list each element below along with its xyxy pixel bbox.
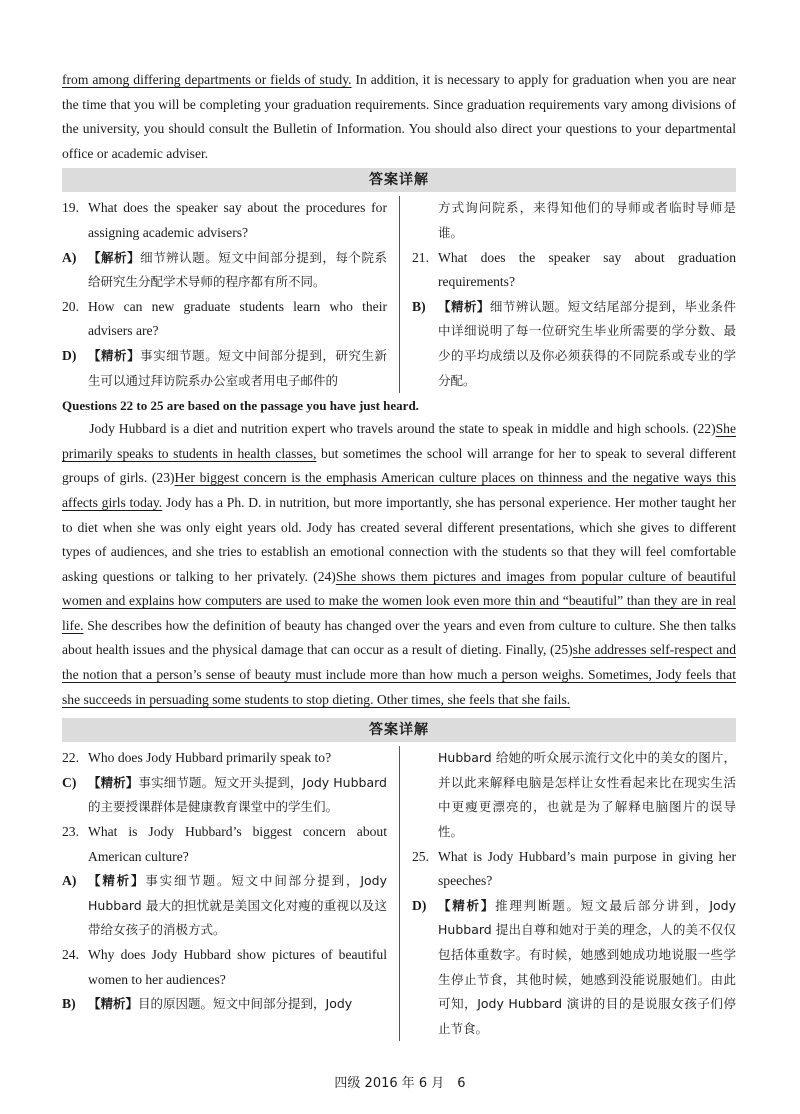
question-item: [62, 295, 387, 344]
answer-header-label: 答案详解: [369, 722, 429, 739]
analysis-tag: 【精析】: [88, 774, 139, 790]
question-item: [62, 943, 387, 992]
analysis-text: 事实细节题。短文开头提到，Jody Hubbard 的主要授课群体是健康教育课堂中的学生们。: [88, 774, 387, 815]
question-number: 22.: [62, 750, 79, 766]
passage-paragraph: [62, 417, 736, 712]
question-number: 25.: [412, 848, 429, 864]
answer-letter: D): [62, 347, 77, 363]
answer-item: [62, 869, 387, 943]
passage-underlined-text: Her biggest concern is the emphasis American culture places on thinness and the negative ways this affects girls today.: [62, 470, 736, 510]
answers-section-1: [62, 196, 736, 393]
question-number: 20.: [62, 298, 79, 314]
analysis-text: 方式询问院系，来得知他们的导师或者临时导师是谁。: [438, 200, 736, 240]
answer-letter: B): [412, 298, 426, 314]
analysis-text: 事实细节题。短文中间部分提到，Jody Hubbard 最大的担忧就是美国文化对瘦的重视以及这带给女孩子的消极方式。: [88, 873, 387, 938]
analysis-text: 细节辨认题。短文中间部分提到，每个院系给研究生分配学术导师的程序都有所不同。: [88, 249, 387, 290]
question-text: What is Jody Hubbard’s biggest concern about American culture?: [88, 824, 387, 864]
answers-left-column: [62, 746, 399, 1041]
intro-paragraph: [62, 68, 736, 166]
page-footer: 四级 2016 年 6 月 6: [334, 1076, 466, 1091]
intro-text: In addition, it is necessary to apply for graduation when you are near the time that you will be completing your graduation requirements. Since graduation requirements vary among divisions of the university, you should consult the Bulletin of Information. You should also direct your questions to your departmental office or academic adviser.: [62, 72, 736, 161]
passage-underlined-text: She shows them pictures and images from popular culture of beautiful women and explains how computers are used to make the women look even more thin and “beautiful” than they are in real life.: [62, 568, 737, 633]
answers-left-column: [62, 196, 399, 393]
question-item: [412, 246, 736, 295]
analysis-tag: 【精析】: [438, 897, 496, 913]
passage-underlined-text: she addresses self-respect and the notion that a person’s sense of beauty must include more than how much a person weighs. Sometimes, Jody feels that she succeeds in persuading some students to stop dieting. Other times, she feels that she fails.: [62, 642, 736, 707]
question-number: 19.: [62, 200, 79, 216]
analysis-continuation: [412, 196, 736, 245]
passage-text: Jody has a Ph. D. in nutrition, but more importantly, she has personal experience. Her mother taught her to diet when she was only eight years old. Jody has created several different presentations, which she gives to different types of audiences, and she tries to establish an emotional connection with the students so that they will feel comfortable asking questions or talking to her privately. (24): [62, 494, 736, 584]
analysis-text: 细节辨认题。短文结尾部分提到，毕业条件中详细说明了每一位研究生毕业所需要的学分数、最少的平均成绩以及你必须获得的不同院系或专业的学分配。: [438, 298, 736, 388]
question-number: 21.: [412, 249, 429, 265]
analysis-tag: 【精析】: [438, 298, 490, 314]
questions-heading: Questions 22 to 25 are based on the passage you have just heard.: [62, 398, 419, 414]
answer-letter: A): [62, 873, 77, 889]
analysis-tag: 【精析】: [88, 347, 141, 363]
answer-item: [412, 894, 736, 1042]
question-number: 24.: [62, 947, 79, 962]
answer-letter: C): [62, 774, 77, 790]
question-item: [62, 820, 387, 869]
question-text: How can new graduate students learn who their advisers are?: [88, 298, 387, 339]
question-text: Who does Jody Hubbard primarily speak to?: [88, 750, 332, 766]
intro-underlined-text: from among differing departments or fields of study.: [62, 72, 352, 87]
page: [62, 68, 736, 1041]
answers-section-2: [62, 746, 736, 1041]
answers-right-column: [399, 196, 736, 393]
answer-header-label: 答案详解: [369, 172, 429, 189]
analysis-continuation: [412, 746, 736, 844]
question-item: [62, 196, 387, 245]
question-text: What is Jody Hubbard’s main purpose in giving her speeches?: [438, 848, 736, 889]
answers-right-column: [399, 746, 736, 1041]
passage-text: She describes how the definition of beauty has changed over the years and even from culture to culture. She then talks about health issues and the physical damage that can occur as a result of dieting. Finally, (25): [62, 617, 736, 658]
passage-underlined-text: She primarily speaks to students in health classes,: [62, 421, 736, 461]
answer-letter: D): [412, 897, 427, 913]
answer-header-2: [62, 718, 736, 742]
answer-item: [62, 344, 387, 393]
answer-letter: A): [62, 249, 77, 265]
analysis-tag: 【解析】: [88, 249, 141, 265]
question-text: What does the speaker say about graduation requirements?: [438, 249, 736, 290]
passage-text: but sometimes the school will arrange for her to speak to several different groups of girls. (23): [62, 445, 736, 486]
question-item: [62, 746, 387, 771]
question-text: What does the speaker say about the procedures for assigning academic advisers?: [88, 200, 387, 240]
answer-item: [62, 246, 387, 295]
analysis-text: Hubbard 给她的听众展示流行文化中的美女的图片，并以此来解释电脑是怎样让女性看起来比在现实生活中更瘦更漂亮的，也就是为了解释电脑图片的误导性。: [438, 750, 736, 840]
answer-item: [62, 771, 387, 820]
analysis-text: 推理判断题。短文最后部分讲到，Jody Hubbard 提出自尊和她对于美的理念，人的美不仅仅包括体重数字。有时候，她感到她成功地说服一些学生停止节食，其他时候，她感到没能说服她们。由此可知，Jody Hubbard 演讲的目的是说服女孩子们停止节食。: [438, 897, 736, 1036]
passage-text: Jody Hubbard is a diet and nutrition expert who travels around the state to speak in middle and high schools. (22): [89, 421, 716, 437]
analysis-tag: 【精析】: [88, 873, 146, 889]
question-item: [412, 845, 736, 894]
answer-header-1: [62, 168, 736, 192]
analysis-tag: 【精析】: [88, 996, 139, 1012]
answer-letter: B): [62, 996, 76, 1012]
answer-item: [62, 992, 387, 1017]
analysis-text: 事实细节题。短文中间部分提到，研究生新生可以通过拜访院系办公室或者用电子邮件的: [88, 347, 387, 388]
answer-item: [412, 295, 736, 393]
analysis-text: 目的原因题。短文中间部分提到，Jody: [138, 996, 353, 1012]
question-text: Why does Jody Hubbard show pictures of beautiful women to her audiences?: [88, 947, 387, 987]
question-number: 23.: [62, 824, 79, 840]
